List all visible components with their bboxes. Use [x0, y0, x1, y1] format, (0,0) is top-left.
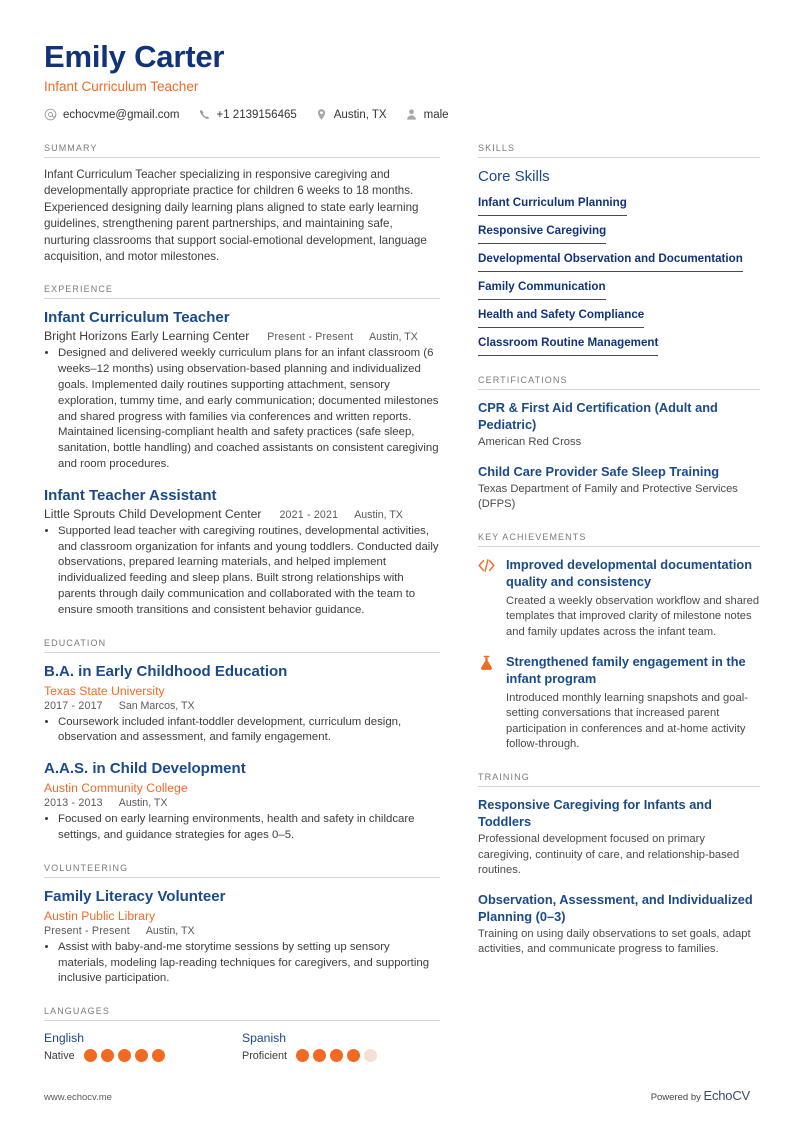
language-level: Native [44, 1049, 75, 1062]
volunteering-meta [44, 925, 440, 937]
training-title: Observation, Assessment, and Individualized Planning (0–3) [478, 891, 753, 924]
contact-bar [44, 108, 750, 121]
rating-dot [347, 1049, 360, 1062]
language-level: Proficient [242, 1049, 288, 1062]
section-summary [44, 143, 440, 265]
rating-dot [84, 1049, 97, 1062]
section-skills [478, 143, 760, 356]
achievement-entry [478, 653, 760, 753]
page-footer [44, 1088, 750, 1103]
contact-email[interactable] [44, 108, 180, 121]
section-heading-training: TRAINING [478, 772, 760, 787]
footer-powered-by [651, 1088, 750, 1103]
skill-label: Family Communication [478, 279, 606, 300]
certification-issuer: American Red Cross [478, 436, 582, 448]
certification-entry [478, 399, 760, 451]
language-item [44, 1030, 242, 1062]
language-name: Spanish [242, 1031, 287, 1046]
person-icon [405, 108, 418, 121]
languages-grid [44, 1030, 440, 1062]
skill-item [478, 333, 760, 356]
section-experience [44, 284, 440, 618]
skill-label: Developmental Observation and Documentation [478, 251, 743, 272]
experience-date: 2021 - 2021 [279, 508, 339, 521]
training-title: Responsive Caregiving for Infants and Toddlers [478, 796, 712, 829]
page-title: Emily Carter [44, 39, 225, 74]
resume-header [44, 38, 750, 121]
skill-item [478, 193, 760, 216]
certification-title: Child Care Provider Safe Sleep Training [478, 463, 720, 479]
skill-label: Health and Safety Compliance [478, 307, 644, 328]
education-meta [44, 700, 440, 712]
education-entry [44, 759, 440, 844]
location-pin-icon [315, 108, 328, 121]
language-level-row [44, 1049, 242, 1062]
achievement-body [506, 556, 760, 641]
contact-phone[interactable] [198, 108, 297, 121]
training-description: Training on using daily observations to set goals, adapt activities, and communicate progress to families. [478, 927, 751, 956]
experience-organization: Little Sprouts Child Development Center [44, 506, 262, 521]
phone-icon [198, 108, 211, 121]
volunteering-title: Family Literacy Volunteer [44, 887, 226, 905]
rating-dot [135, 1049, 148, 1062]
section-heading-education: EDUCATION [44, 638, 440, 653]
footer-brand: EchoCV [703, 1088, 750, 1103]
training-entry [478, 796, 760, 879]
contact-gender [405, 108, 449, 121]
experience-location: Austin, TX [354, 508, 403, 521]
experience-bullets [44, 524, 440, 619]
achievement-description: Created a weekly observation workflow and shared templates that improved clarity of milestone notes and family updates across the infant team. [506, 594, 760, 638]
certification-entry [478, 463, 760, 513]
language-rating-dots [296, 1049, 377, 1062]
education-meta [44, 797, 440, 809]
footer-website[interactable]: www.echocv.me [44, 1092, 112, 1103]
education-bullet: • Focused on early learning environments, health and safety in childcare settings, and guidance strategies for ages 0–5. [58, 812, 440, 844]
section-heading-summary: SUMMARY [44, 143, 440, 158]
education-date: 2013 - 2013 [44, 797, 103, 810]
education-school: Austin Community College [44, 781, 188, 796]
experience-date: Present - Present [267, 331, 354, 344]
rating-dot [101, 1049, 114, 1062]
flask-icon [478, 653, 506, 672]
education-school: Texas State University [44, 683, 165, 698]
section-volunteering [44, 863, 440, 987]
experience-title: Infant Teacher Assistant [44, 486, 217, 504]
section-heading-key-achievements: KEY ACHIEVEMENTS [478, 532, 760, 547]
section-heading-experience: EXPERIENCE [44, 284, 440, 299]
section-languages [44, 1006, 440, 1062]
achievement-title: Strengthened family engagement in the infant program [506, 653, 746, 686]
job-title: Infant Curriculum Teacher [44, 79, 199, 94]
education-date: 2017 - 2017 [44, 699, 103, 712]
skills-group-title: Core Skills [478, 168, 550, 185]
education-degree: B.A. in Early Childhood Education [44, 662, 288, 680]
experience-meta [44, 329, 440, 343]
volunteering-organization: Austin Public Library [44, 908, 156, 923]
rating-dot [364, 1049, 377, 1062]
experience-meta [44, 507, 440, 521]
education-bullet: • Coursework included infant-toddler development, curriculum design, observation and assessment, and family engagement. [58, 715, 440, 747]
rating-dot [296, 1049, 309, 1062]
experience-bullets [44, 346, 440, 472]
skill-item [478, 221, 760, 244]
volunteering-bullets [44, 940, 440, 987]
education-bullets [44, 812, 440, 844]
experience-entry [44, 308, 440, 472]
volunteering-bullet: • Assist with baby-and-me storytime sessions by setting up sensory materials, modeling lap-reading techniques for caregivers, and supporting inclusive participation. [58, 940, 440, 987]
education-entry [44, 662, 440, 747]
education-location: Austin, TX [118, 797, 168, 810]
footer-powered-label: Powered by [650, 1092, 704, 1103]
rating-dot [152, 1049, 165, 1062]
section-certifications [478, 375, 760, 513]
experience-organization: Bright Horizons Early Learning Center [44, 329, 250, 344]
achievement-entry [478, 556, 760, 641]
skill-label: Infant Curriculum Planning [478, 195, 627, 216]
contact-phone-value: +1 2139156465 [216, 108, 297, 121]
rating-dot [330, 1049, 343, 1062]
section-heading-languages: LANGUAGES [44, 1006, 440, 1021]
training-description: Professional development focused on primary caregiving, continuity of care, and relationship-based routines. [478, 832, 740, 877]
language-level-row [242, 1049, 440, 1062]
volunteering-location: Austin, TX [145, 924, 195, 937]
achievement-title: Improved developmental documentation quality and consistency [506, 556, 753, 589]
contact-email-value: echocvme@gmail.com [63, 108, 180, 121]
certification-title: CPR & First Aid Certification (Adult and Pediatric) [478, 400, 718, 432]
experience-title: Infant Curriculum Teacher [44, 309, 230, 327]
section-training [478, 772, 760, 958]
education-degree: A.A.S. in Child Development [44, 760, 246, 778]
code-brackets-icon [478, 556, 506, 573]
volunteering-date: Present - Present [44, 924, 130, 937]
experience-bullet: • Designed and delivered weekly curriculum plans for an infant classroom (6 weeks–12 months) using observation-based planning and individualized goals. Implemented daily routines supporting attachment, sensory exploration, tummy time, and early communication; documented milestones and shared progress with families via conferences and written reports. Maintained licensing-compliant health and safety practices (safe sleep, sanitation, bottle handling) and coached assistants on consistent caregiving and room procedures. [58, 346, 440, 472]
certification-issuer: Texas Department of Family and Protective Services (DFPS) [478, 482, 738, 511]
achievement-description: Introduced monthly learning snapshots and goal-setting conversations that increased parent participation in conferences and at-home activity follow-through. [506, 691, 748, 751]
language-name: English [44, 1031, 84, 1046]
education-location: San Marcos, TX [118, 699, 195, 712]
skill-item [478, 305, 760, 328]
experience-bullet: • Supported lead teacher with caregiving routines, developmental activities, and classroom organization for infants and young toddlers. Conducted daily observations, prepared learning materials, and helped implement individualized feeding and sleep plans. Built strong relationships with parents through daily communication and collaborated with the team to ensure smooth transitions and consistent behavior guidance. [58, 524, 440, 619]
email-icon [44, 108, 57, 121]
section-heading-certifications: CERTIFICATIONS [478, 375, 760, 390]
language-item [242, 1030, 440, 1062]
skill-label: Responsive Caregiving [478, 223, 606, 244]
rating-dot [118, 1049, 131, 1062]
rating-dot [313, 1049, 326, 1062]
section-key-achievements [478, 532, 760, 753]
contact-gender-value: male [423, 108, 449, 121]
contact-location [315, 108, 387, 121]
section-heading-skills: SKILLS [478, 143, 760, 158]
experience-location: Austin, TX [369, 331, 418, 344]
experience-entry [44, 486, 440, 619]
left-column [44, 143, 440, 1081]
right-column [478, 143, 760, 977]
contact-location-value: Austin, TX [333, 108, 387, 121]
skill-item [478, 277, 760, 300]
summary-text: Infant Curriculum Teacher specializing in responsive caregiving and developmentally appropriate practice for children 6 weeks to 18 months. Experienced designing daily learning plans aligned to state early learning guidelines, strengthening parent partnerships, and maintaining safe, nurturing classrooms that support social-emotional development, language acquisition, and motor milestones. [44, 168, 427, 264]
education-bullets [44, 715, 440, 747]
volunteering-entry [44, 887, 440, 987]
language-rating-dots [84, 1049, 165, 1062]
section-heading-volunteering: VOLUNTEERING [44, 863, 440, 878]
skill-item [478, 249, 760, 272]
achievement-body [506, 653, 760, 753]
section-education [44, 638, 440, 844]
skill-label: Classroom Routine Management [478, 335, 658, 356]
training-entry [478, 891, 760, 958]
